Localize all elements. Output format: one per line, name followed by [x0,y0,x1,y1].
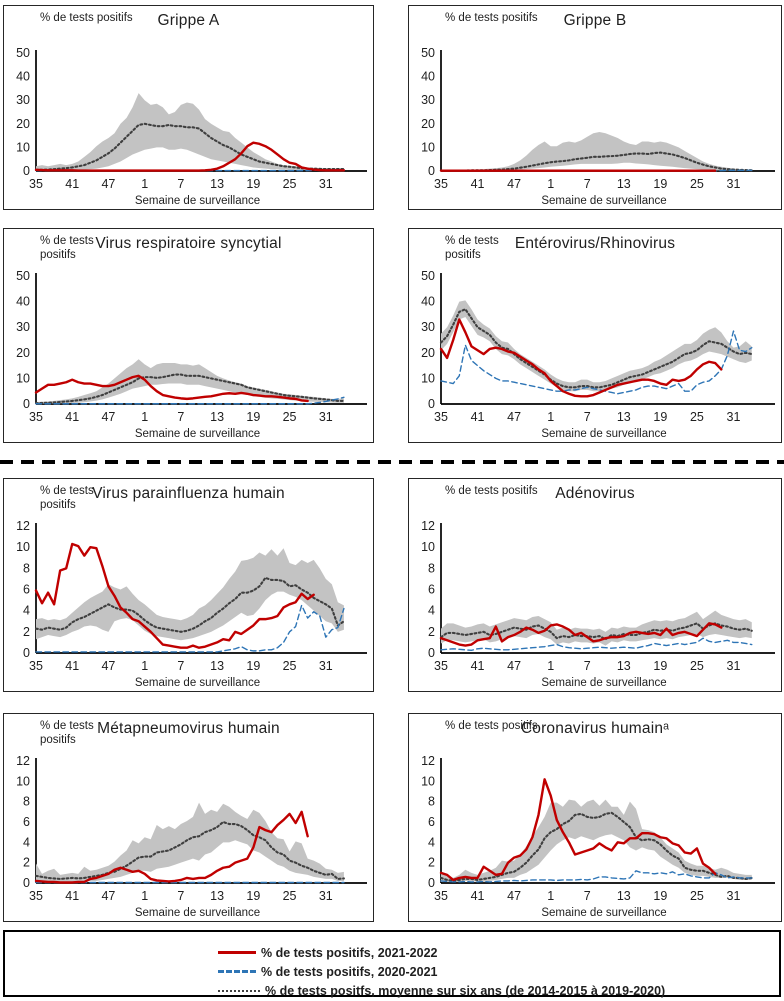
chart-title-metapneumovirus: Métapneumovirus humain [97,720,280,737]
svg-text:7: 7 [177,889,185,903]
svg-text:20: 20 [421,345,435,360]
svg-text:12: 12 [421,756,435,768]
y-axis-unit-label: % de tests positifs [40,235,94,262]
svg-text:25: 25 [282,410,297,424]
svg-text:10: 10 [16,371,30,386]
svg-text:Semaine de surveillance: Semaine de surveillance [541,428,667,440]
parainfluenza-plot [6,521,371,689]
svg-text:20: 20 [421,116,435,131]
svg-text:40: 40 [16,69,30,84]
grippe-b-plot [411,48,779,207]
chart-title-adenovirus: Adénovirus [555,485,635,502]
chart-title-vrs: Virus respiratoire syncytial [95,235,282,252]
svg-text:47: 47 [101,177,116,191]
svg-text:31: 31 [726,659,741,673]
svg-text:13: 13 [210,410,225,424]
svg-text:6: 6 [23,582,30,597]
y-axis-unit-label: % de tests positifs [445,12,538,24]
legend-label: % de tests positifs, 2020-2021 [261,964,438,979]
svg-text:6: 6 [428,815,435,829]
svg-text:0: 0 [23,646,30,660]
svg-text:7: 7 [583,177,591,191]
svg-text:10: 10 [421,140,435,155]
svg-text:2: 2 [428,855,435,870]
chart-title-grippe-a: Grippe A [157,12,220,29]
svg-text:1: 1 [141,177,149,191]
svg-text:13: 13 [210,177,225,191]
svg-text:6: 6 [428,582,435,597]
y-axis-unit-label: % de tests positifs [40,485,94,512]
svg-text:25: 25 [282,659,297,673]
svg-text:47: 47 [507,410,522,424]
black-dotted-line-swatch [218,990,260,992]
svg-text:19: 19 [246,659,261,673]
svg-text:19: 19 [653,177,668,191]
y-axis-unit-label: % de tests positifs [445,485,538,497]
svg-text:13: 13 [616,177,631,191]
svg-text:25: 25 [689,410,704,424]
chart-panel-metapneumovirus [3,713,374,922]
chart-panel-enterovirus-rhinovirus [408,228,782,443]
svg-text:13: 13 [210,659,225,673]
svg-text:31: 31 [318,659,333,673]
svg-text:Semaine de surveillance: Semaine de surveillance [541,907,667,919]
enterovirus-rhinovirus-plot [411,271,779,440]
svg-text:40: 40 [421,294,435,309]
grippe-a-plot [6,48,371,207]
svg-text:30: 30 [421,93,435,108]
svg-text:2: 2 [23,624,30,639]
svg-text:41: 41 [470,659,485,673]
svg-text:41: 41 [470,410,485,424]
svg-text:41: 41 [65,889,80,903]
svg-text:7: 7 [177,177,185,191]
svg-text:12: 12 [16,756,30,768]
blue-dashed-line-swatch [218,970,256,973]
svg-text:19: 19 [246,889,261,903]
y-axis-unit-label: % de tests positifs [445,235,499,262]
svg-text:Semaine de surveillance: Semaine de surveillance [134,195,261,207]
svg-text:41: 41 [65,659,80,673]
svg-text:4: 4 [23,835,30,850]
svg-text:13: 13 [616,410,631,424]
svg-text:40: 40 [16,294,30,309]
svg-text:0: 0 [23,397,30,411]
svg-text:31: 31 [318,177,333,191]
svg-text:Semaine de surveillance: Semaine de surveillance [541,677,667,689]
metapneumovirus-plot [6,756,371,919]
legend-label: % de tests positifs, 2021-2022 [261,945,438,960]
svg-text:Semaine de surveillance: Semaine de surveillance [134,907,261,919]
svg-text:50: 50 [16,271,30,283]
svg-text:1: 1 [547,410,555,424]
svg-text:41: 41 [65,410,80,424]
y-axis-unit-label: % de tests positifs [40,12,133,24]
svg-text:4: 4 [428,835,435,850]
svg-text:10: 10 [421,540,435,555]
svg-text:47: 47 [507,889,522,903]
chart-panel-vrs [3,228,374,443]
legend-item-moyenne [218,981,779,1000]
legend-label: % de tests positfs, moyenne sur six ans (de 2014-2015 à 2019-2020) [265,983,666,998]
svg-text:10: 10 [16,140,30,155]
svg-text:47: 47 [507,177,522,191]
svg-text:30: 30 [16,93,30,108]
svg-text:20: 20 [16,345,30,360]
svg-text:25: 25 [282,889,297,903]
svg-text:Semaine de surveillance: Semaine de surveillance [134,677,261,689]
svg-text:35: 35 [434,177,448,191]
svg-text:25: 25 [282,177,297,191]
svg-text:Semaine de surveillance: Semaine de surveillance [134,428,261,440]
svg-text:31: 31 [726,410,741,424]
svg-text:8: 8 [428,561,435,576]
svg-text:12: 12 [421,521,435,533]
svg-text:25: 25 [689,889,704,903]
chart-panel-grippe-a [3,5,374,210]
svg-text:35: 35 [434,889,448,903]
svg-text:2: 2 [23,855,30,870]
svg-text:13: 13 [210,889,225,903]
vrs-plot [6,271,371,440]
legend-box [3,930,781,997]
svg-text:10: 10 [16,774,30,789]
svg-text:19: 19 [653,659,668,673]
svg-text:19: 19 [653,889,668,903]
svg-text:41: 41 [470,889,485,903]
svg-text:50: 50 [421,271,435,283]
svg-text:0: 0 [428,876,435,890]
svg-text:30: 30 [16,320,30,335]
svg-text:19: 19 [246,177,261,191]
svg-text:1: 1 [547,659,555,673]
svg-text:13: 13 [616,889,631,903]
svg-text:50: 50 [421,48,435,60]
svg-text:8: 8 [428,794,435,809]
svg-text:7: 7 [583,659,591,673]
section-divider-dashed-line [0,460,784,464]
svg-text:35: 35 [29,410,43,424]
svg-text:25: 25 [689,177,704,191]
svg-text:30: 30 [421,320,435,335]
legend-item-2020-2021 [218,962,779,981]
svg-text:0: 0 [428,164,435,178]
legend-item-2021-2022 [218,943,779,962]
svg-text:12: 12 [16,521,30,533]
svg-text:10: 10 [421,371,435,386]
svg-text:1: 1 [141,659,149,673]
svg-text:7: 7 [177,659,185,673]
svg-text:50: 50 [16,48,30,60]
svg-text:6: 6 [23,815,30,829]
chart-title-parainfluenza: Virus parainfluenza humain [92,485,285,502]
svg-text:8: 8 [23,794,30,809]
svg-text:7: 7 [177,410,185,424]
svg-text:47: 47 [101,410,116,424]
svg-text:0: 0 [23,164,30,178]
svg-text:2: 2 [428,624,435,639]
svg-text:47: 47 [507,659,522,673]
svg-text:7: 7 [583,410,591,424]
svg-text:10: 10 [421,774,435,789]
svg-text:0: 0 [428,397,435,411]
svg-text:1: 1 [141,410,149,424]
svg-text:35: 35 [434,659,448,673]
svg-text:35: 35 [434,410,448,424]
coronavirus-plot [411,756,779,919]
adenovirus-plot [411,521,779,689]
red-solid-line-swatch [218,951,256,954]
svg-text:10: 10 [16,540,30,555]
svg-text:35: 35 [29,659,43,673]
svg-text:8: 8 [23,561,30,576]
svg-text:35: 35 [29,177,43,191]
y-axis-unit-label: % de tests positifs [445,720,538,732]
svg-text:0: 0 [23,876,30,890]
chart-title-enterovirus-rhinovirus: Entérovirus/Rhinovirus [514,235,676,252]
svg-text:41: 41 [470,177,485,191]
chart-panel-adenovirus [408,478,782,692]
svg-text:47: 47 [101,889,116,903]
svg-text:35: 35 [29,889,43,903]
svg-text:1: 1 [547,889,555,903]
svg-text:Semaine de surveillance: Semaine de surveillance [541,195,667,207]
svg-text:0: 0 [428,646,435,660]
svg-text:31: 31 [726,177,741,191]
svg-text:40: 40 [421,69,435,84]
chart-panel-coronavirus [408,713,782,922]
chart-panel-parainfluenza [3,478,374,692]
chart-title-grippe-b: Grippe B [563,12,627,29]
svg-text:4: 4 [23,603,30,618]
svg-text:20: 20 [16,116,30,131]
svg-text:13: 13 [616,659,631,673]
svg-text:41: 41 [65,177,80,191]
svg-text:7: 7 [583,889,591,903]
svg-text:1: 1 [141,889,149,903]
svg-text:4: 4 [428,603,435,618]
y-axis-unit-label: % de tests positifs [40,720,94,747]
svg-text:19: 19 [246,410,261,424]
svg-text:19: 19 [653,410,668,424]
svg-text:1: 1 [547,177,555,191]
chart-title-coronavirus: Coronavirus humainᵃ [520,720,670,737]
svg-text:47: 47 [101,659,116,673]
svg-text:31: 31 [318,889,333,903]
svg-text:31: 31 [726,889,741,903]
svg-text:31: 31 [318,410,333,424]
svg-text:25: 25 [689,659,704,673]
chart-panel-grippe-b [408,5,782,210]
